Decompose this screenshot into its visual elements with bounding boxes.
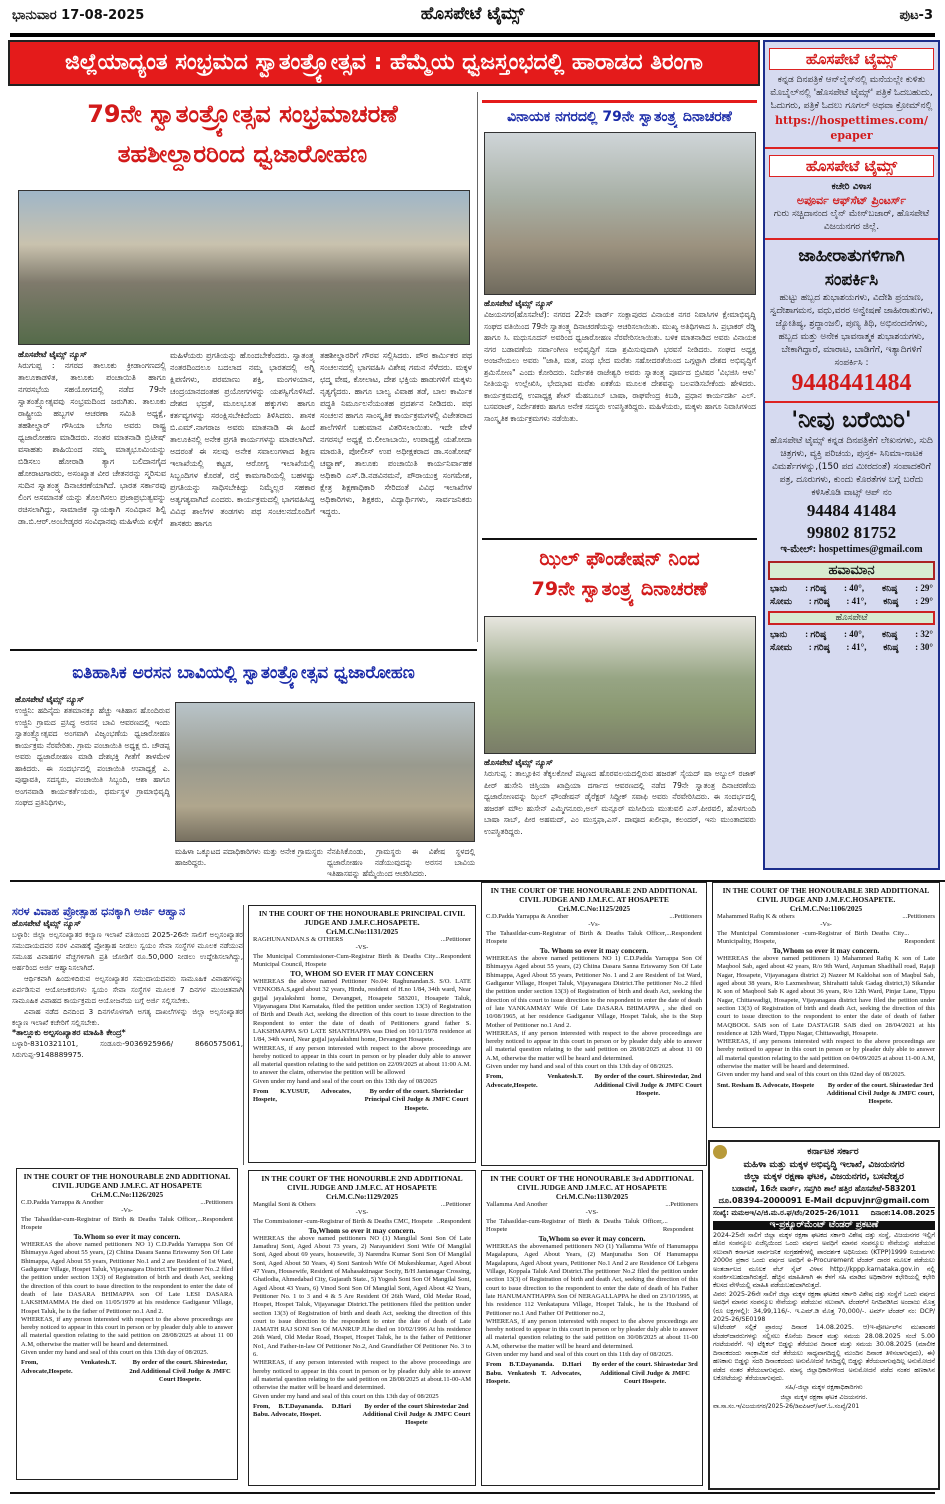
weather-max-label: : ಗರಿಷ್ಠ (808, 642, 830, 652)
notice-from: Smt. Resham B. Advocate, Hospete (717, 1081, 815, 1089)
story3-tail2 (327, 846, 475, 880)
gov-line3: ಜಿಲ್ಲಾ ಮಕ್ಕಳ ರಕ್ಷಣಾ ಘಟಕ, ವಿಜಯನಗರ, ಬಸವೇಶ್ವರ (744, 1172, 904, 1182)
weather-max: : 40°, (844, 583, 865, 593)
notice-petitioner-role: ...Petitioner (440, 936, 471, 943)
notice-case-number: Cri.M.C.No:1131/2025 (325, 927, 399, 936)
notice-petitioner: Mangilal Soni & Others (253, 1201, 316, 1208)
notice-from: From, B.T.Dayananda. D.Hari Babu. Advocate, Hospet. (253, 1402, 352, 1419)
gov-signature1: ಸಹಿ/-ಜಿಲ್ಲಾ ಮಕ್ಕಳ ರಕ್ಷಣಾಧಿಕಾರಿಗಳು (785, 1383, 863, 1392)
story5-para3: ವಿವಾಹ ನಡೆದ ದಿನದಿಂದ 3 ದಿನಗಳೊಳಗಾಗಿ ಅಗತ್ಯ ದಾಖಲೆಗಳನ್ನು ಜಿಲ್ಲಾ ಅಲ್ಪಸಂಖ್ಯಾತರ ಕಲ್ಯಾಣ ಇಲಾಖೆ ಕಚೇರಿಗೆ ಸಲ್ಲಿಸಬೇಕು. (12, 1007, 243, 1027)
notice-order: By order of the court. Shirastedar 3rd Additional Civil Judge & JMFC Court Hospete. (592, 1361, 698, 1385)
story4-text: ಸಿರುಗುಪ್ಪ : ತಾಲ್ಲೂಕಿನ ತೆಕ್ಕಲಕೋಟೆ ಪಟ್ಟಣದ ಹೊರವಲಯದಲ್ಲಿರುವ ಹಜರತ್ ಸೈಯದ್ ಷಾ ಅಬ್ದುಲ್ ರಜಾಕ್ ಪೀರ್ ಹುಸೇನಿ ಚಿಸ್ತಿಯಾ ಖಾದ್ರಿಯಾ ದರ್ಗಾದ ಆವರಣದಲ್ಲಿ ನಡೆದ 79ನೇ ಸ್ವಾತಂತ್ರ ದಿನಾಚರಣೆಯ ಧ್ವಜಾರೋಣವನ್ನು ಝಿಲ್ ಫೌಂಡೇಷನ್ ಡೈರೆಕ್ಟರ್ ಸಿದ್ದೀಕ್ ಸವಾಫಿ ಅವರು ನೆರವೇರಿಸಿದರು. ಈ ಸಂದರ್ಭದಲ್ಲಿ ಹಜರತ್ ಮೌಲ ಹುಸೇನ್ ಎಮ್ಮಿಗನೂರು,ಅಲ್ ಮನ್ಸೂರ್ ಮಸೀದಿಯ ಮುತುವಲಿ ಎಸ್.ಪೀರವಲಿ, ಹೊಳಗುಂದಿ ಬಾಷಾ ಸಾಬ್, ಪೀರ ಅಹಮದ್, ಎಂ ಮುಸ್ತಫಾ,ಎಸ್. ದಾವೂದ ಖಲೀಫಾ, ಕಲಂದರ್, ಇನು ಮುಂತಾದವರು ಉಪಸ್ಥಿತರಿದ್ದರು. (484, 769, 756, 836)
story4-headline (482, 538, 757, 612)
story2-byline: ಹೊಸಪೇಟೆ ಟೈಮ್ಸ್ ನ್ಯೂಸ್ (484, 299, 553, 308)
gov-line1: ಕರ್ನಾಟಕ ಸರ್ಕಾರ (807, 1147, 859, 1157)
write-text: ಹೊಸಪೇಟೆ ಟೈಮ್ಸ್ ಕನ್ನಡ ದಿನಪತ್ರಿಕೆಗೆ ಲೇಖನಗಳು, ಸುದಿ ಚಿತ್ರಗಳು, ವ್ಯಕ್ತಿ ಪರಿಚಯ, ಪುಸ್ತಕ- ಸಿನಿಮಾ-ನಾಟಕ ವಿಮರ್ಶೆಗಳನ್ನು,(150 ಪದ ಮೀರದಂತೆ) ಸಂಪಾದಕರಿಗೆ ಪತ್ರ, ದೂರುಗಳು, ಕುಂದು ಕೊರತೆಗಳ ಬಗ್ಗೆ ಬರೆದು ಕಳಿಸಿಕೊಡಿ ವಾಟ್ಸ್ ಆಪ್ ನಂ (770, 436, 933, 498)
story2-headline: ವಿನಾಯಕ ನಗರದಲ್ಲಿ 79ನೇ ಸ್ವಾತಂತ್ರ್ಯ ದಿನಾಚರಣೆ (482, 100, 757, 128)
weather-min: : 29° (915, 596, 933, 606)
weather-row (768, 641, 935, 654)
notice-body: WHEREAS, if any person interested with respect to the above proceedings are hereby noticed to appear in this court in person or by pleader duly able to answer all material question relating to the said petition on 28/08/2025 at about 11 00 A.M, otherwise the matter will be heard and determined. (21, 1315, 233, 1348)
notice-order: By order of the court Shirestedar 2nd Additional Civil Judge & JMFC Court Hospete (362, 1402, 471, 1427)
email-address: ಇ-ಮೇಲ್: hospettimes@gmail.com (780, 544, 923, 555)
ads-contact-label: ಸಂಪರ್ಕಿಸಿ : (834, 358, 869, 368)
sidebar-epaper (765, 42, 938, 149)
notice-petitioner: RAGHUNANDAN.S & OTHERS (253, 936, 344, 943)
story4-photo (484, 616, 756, 754)
notice-heading: IN THE COURT OF THE HONOURBLE 2ND ADDITIONAL CIVIL JUDGE AND J.M.F.C. AT HOSAPETE (261, 1174, 463, 1192)
weather-max-label: : ಗರಿಷ್ಠ (808, 596, 830, 606)
weather-day: ಭಾನು (770, 583, 788, 593)
notice-vs: -Vs- (121, 1207, 133, 1215)
story1-headline-line2: ತಹಶೀಲ್ದಾರರಿಂದ ಧ್ವಜಾರೋಹಣ (117, 140, 368, 168)
notice-body: WHEREAS the above named petitioners NO 1) C.D.Padda Yarrappa Son Of Bhimayya Aged about 55 years, (2) Chiina Dasara Sanna Eriswamy Son Of Late Bhimappa, Aged About 55 years, Petitioner No.1 and 2 are Resident of 1st Ward, Gadiganur Village, Hospet Taluk, Vijayanagara District.The petitioner No..2 filed the petition under section 13(3) of Registration of birth and death Act, seeking the direction of this court to issue direction to the respondent to enter the date of death of late DASARA BHIMAPPA son Of Late LESI DASARA LAKSHMAMMA He died on 11/05/1979 at his residence Gadiganur Village, Hospet Taluk, he is the father of Petitioner no.1 And 2. (21, 1241, 233, 1315)
weather-max-label: : ಗರಿಷ್ಠ (805, 583, 827, 593)
gov-para3: ಅ)ಟೆಂಡರ್ ಸಲ್ಲಿಕೆ ಪ್ರಾರಂಭ ದಿನಾಂಕ 14.08.2025. ಆ)ಇ-ಪೋರ್ಟಲ್‌ನ ಮುಖಾಂತರ ಟೆಂಡರ್‌ದಾರರುಗಳನ್ನು ಸಲ್ಲಿಸಲು ಕೊನೆಯ ದಿನಾಂಕ ಮತ್ತು ಸಮಯ 28.08.2025 ಸಂಜೆ 5.00 ಗಂಟೆಯವರೆಗೆ. ಇ) ಟೆಕ್ನಿಕಲ್ ಬಿಡ್ಡನ್ನು ತೆರೆಯುವ ದಿನಾಂಕ ಮತ್ತು ಸಮಯ 30.08.2025 (ಮಾಲೀಕ ದಿನಾಂಕದಂದು ಸಾಂಕ್ರಾಮಿಕ ರಜೆ ತೆರೆಯಲು ಸಾಧ್ಯವಾಗದಿದ್ದಲ್ಲಿ ಮುಂದಿನ ದಿನಾಂಕ ತಿಳಿಸಲಾಗುವುದು), ಈ) ಹಣಕಾಸು ಬಿಡ್ಡನ್ನು ಸದರಿ ದಿನಾಂಕದಂದು ಅನುಮೋದನೆ ಸಿಗದಿದ್ದಲ್ಲಿ ಬಿಡ್ಡನ್ನು ತೆರೆಯಲಾಗುವುದಿಲ್ಲ ಅನುಮೋದನೆ ಪಡೆದ ನಂತರ ತೆರೆಯಲಾಗುವುದು. ಮಾನ್ಯ ಜಿಲ್ಲಾಧಿಕಾರಿಗಳಿಂದ ಅನುಮೋದನೆ ಪಡೆದ ನಂತರ ಹಣಕಾಸಿನ ಲಕೋಟೆಯನ್ನು ತೆರೆಯಲಾಗುವುದು. (713, 1324, 935, 1382)
notice-petitioner: Mahammed Rafiq K & others (717, 913, 795, 920)
notice-body: WHEREAS, if any person interested with respect to the above proceedings are hereby noticed to appear in this court in person or by pleader duly able to answer all material question relating to the said petition on 22/09/2025 at about 11:00 A.M. to answer the claim, otherwise the petition will be allowed (253, 1044, 471, 1077)
ads-heading-1: ಜಾಹೀರಾತುಗಳಿಗಾಗಿ (798, 246, 905, 266)
story1-col2 (170, 350, 315, 640)
gov-title: ಇ-ಪ್ರಕ್ಯೂರ್‌ಮೆಂಟ್ ಟೆಂಡರ್ ಪ್ರಕಟಣೆ (713, 1221, 935, 1231)
story3-text: ಉಜ್ಜಿನಿ: ಹದಿನೈದು ಶತಮಾನಕ್ಕೂ ಹೆಚ್ಚು ಇತಿಹಾಸ ಹೊಂದಿರುವ ಉಜ್ಜಿನಿ ಗ್ರಾಮದ ಪ್ರಸಿದ್ಧ ಅರಸನ ಬಾವಿ ಆವರಣದಲ್ಲಿ ಇಂದು ಸ್ವಾತಂತ್ರ್ಯೋತ್ಸವದ ಅಂಗವಾಗಿ ವಿಜೃಂಭಣೆಯ ಧ್ವಜಾರೋಹಣ ಕಾರ್ಯಕ್ರಮ ನೆರವೇರಿತು. ಗ್ರಾಮ ಪಂಚಾಯಿತಿ ಅಧ್ಯಕ್ಷ ಬಿ. ಚೌಡಪ್ಪ ಅವರು ಧ್ವಜಾರೋಹಣ ಮಾಡಿ ದೇಶಭಕ್ತಿ ಗೀತೆಗೆ ತಾಳಮೇಳ ಹಾಕಿದರು. ಈ ಸಂದರ್ಭದಲ್ಲಿ ಪಂಚಾಯಿತಿ ಉಪಾಧ್ಯಕ್ಷೆ ಎ. ಪುಷ್ಪಾವತಿ, ಸದಸ್ಯರು, ಪಂಚಾಯಿತಿ ಸಿಬ್ಬಂದಿ, ಆಶಾ ಹಾಗೂ ಅಂಗನವಾಡಿ ಕಾರ್ಯಕರ್ತೆಯರು, ಧರ್ಮಸ್ಥಳ ಗ್ರಾಮಾಭಿವೃದ್ಧಿ ಸಂಘದ ಪ್ರತಿನಿಧಿಗಳು, (15, 706, 170, 807)
notice-respondent-role: ..Respondent (437, 1217, 471, 1225)
notice-body: WHEREAS the above named petitioners NO 1) C.D.Padda Yarrappa Son Of Bhimayya Aged about 55 years, (2) Chiina Dasara Sanna Eriswamy Son Of Late Bhimappa, Aged About 55 years, Petitioner No. 1 and 2 are Resident of 1st Ward, Gadiganur Village, Hospet Taluk, Vijayanagara District.The petitioner No..2 filed the petition under section 13(3) of Registration of birth and death Act, seeking the direction of this court to issue direction to the respondent to enter the date of death of late YANKAMMAY Wife Of Late DASARA BHIMAPPA , she died on 10/08/1965, at her residence Gadiganur Village, Hospet Taluk, she is the Step Mother of Petitioner no.1 And 2. (486, 955, 702, 1029)
weather-min: : 30° (915, 642, 933, 652)
notice-from: From K.YUSUF, Advocates, Hospete, (253, 1088, 352, 1104)
story1-text-col3: ತಹಶೀಲ್ದಾರರಿಗೆ ಗೌರವ ಸಲ್ಲಿಸಿದರು. ಪೌರ ಕಾರ್ಮಿಕರ ಪಥ ಸಂಚಲನದಲ್ಲಿ ಭಾಗವಹಿಸಿ ವಿಶೇಷ ಗಮನ ಸೆಳೆದರು. ಮಕ್ಕಳ ಛದ್ಮ ವೇಷ, ಕೋಲಾಟ, ದೇಶ ಭಕ್ತಿಯ ಹಾಡುಗಳಿಗೆ ಮಕ್ಕಳು ನೃತ್ಯಗೈದರು. ಹಾಗೂ ಬಾಲ್ಯ ವಿವಾಹ ತಡೆ, ಬಾಲ ಕಾರ್ಮಿಕ ಪದ್ಧತಿ ನಿರ್ಮೂಲನೆಯಂತಹ ಪ್ರದರ್ಶನ ನೀಡಿದರು. ಪಥ ಸಂಚಲನ ಹಾಗೂ ಸಾಂಸ್ಕೃತಿಕ ಕಾರ್ಯಕ್ರಮಗಳಲ್ಲಿ ವಿಜೇತರಾದ ಶಾಲೆಗಳಿಗೆ ಬಹುಮಾನ ವಿತರಿಸಲಾಯಿತು. ಇದೇ ವೇಳೆ ನಗರಸಭೆ ಅಧ್ಯಕ್ಷೆ ಬಿ.ಲೀಲಾಬಾಯಿ, ಉಪಾಧ್ಯಕ್ಷೆ ಯಶೋದಾ ಮಾರುತಿ, ಪೋಲೀಸ್ ಉಪ ಅಧೀಕ್ಷಕರಾದ ಡಾ.ಸಂತೋಷ್ ಚವ್ಹಾಣ್, ತಾಲೂಕು ಪಂಚಾಯಿತಿ ಕಾರ್ಯನಿರ್ವಾಹಕ ಅಧಿಕಾರಿ ಎಸ್.ಡಿ.ನಡವಿನಮನೆ, ಪೌರಾಯುಕ್ತ ಸಂಗಮೇಶ, ಕ್ಷೇತ್ರ ಶಿಕ್ಷಣಾಧಿಕಾರಿ ಸೇರಿದಂತೆ ವಿವಿಧ ಇಲಾಖೆಗಳ ಅಧಿಕಾರಿಗಳು, ಶಿಕ್ಷಕರು, ವಿದ್ಯಾರ್ಥಿಗಳು, ಸಾರ್ವಜನಿಕರು ಇದ್ದರು. (320, 351, 472, 516)
gov-ref-row (713, 1207, 935, 1219)
court-notice (248, 905, 476, 1163)
office-label: ಕಚೇರಿ ವಿಳಾಸ (831, 182, 872, 192)
sidebar-brand-2: ಹೊಸಪೇಟೆ ಟೈಮ್ಸ್ (769, 155, 934, 177)
weather-min-label: ಕನಿಷ್ಠ (882, 629, 898, 639)
notice-petitioner-role: ...Petitioners (665, 1201, 698, 1208)
notice-respondent: The Tahasildar-cum-Registrar of Birth & Deaths Taluk Officer, Hospete (486, 929, 667, 945)
newspaper-title: ಹೊಸಪೇಟೆ ಟೈಮ್ಸ್ (420, 4, 525, 24)
notice-respondent-role: ... Respondent (904, 929, 935, 945)
notice-heading: IN THE COURT OF THE HONOURABLE PRINCIPAL CIVIL JUDGE AND J.M.F.C.HOSAPETE. (258, 909, 466, 927)
story1-text-col1: ಸಿರುಗುಪ್ಪ : ನಗರದ ತಾಲೂಕು ಕ್ರೀಡಾಂಗಣದಲ್ಲಿ ತಾಲೂಕಾಡಳಿತ, ತಾಲೂಕು ಪಂಚಾಯಿತಿ ಹಾಗೂ ನಗರಸಭೆಯ ಸಹಯೋಗದಲ್ಲಿ ನಡೆದ 79ನೇ ಸ್ವಾತಂತ್ರ್ಯೋತ್ಸವವು ಸಂಭ್ರಮದಿಂದ ಜರುಗಿತು. ತಾಲೂಕು ರಾಷ್ಟ್ರೀಯ ಹಬ್ಬಗಳ ಆಚರಣಾ ಸಮಿತಿ ಅಧ್ಯಕ್ಷೆ, ತಹಶೀಲ್ದಾರ್ ಗೌಸಿಯಾ ಬೇಗಂ ಅವರು ರಾಷ್ಟ್ರ ಧ್ವಜಾರೋಹಣ ಮಾಡಿದರು. ನಂತರ ಮಾತನಾಡಿ ಬ್ರಿಟೀಷ್ ವಸಾಹತು ಶಾಹಿಯಿಂದ ನಮ್ಮ ಮಾತೃಭೂಮಿಯನ್ನು ಬಿಡಿಸಲು ಹೋರಾಡಿ ತ್ಯಾಗ ಬಲಿದಾನಗೈದ ಹೋರಾಟಗಾರರು, ಅಸಂಖ್ಯಾತ ವೀರ ಚೇತನರನ್ನು ಸ್ಮರಿಸುವ ಸುದಿನ ಸ್ವಾತಂತ್ರ್ಯ ದಿನಾಚರಣೆಯಾಗಿದೆ. ಭಾರತ ಸರ್ಕಾರವು ಲಿಂಗ ಅಸಮಾನತೆ ಯನ್ನು ತೊಲಗಿಸಲು ಪ್ರಜಾಪ್ರಭುತ್ವವನ್ನು ರಚಿಸಲಾಗಿದ್ದು, ಸಾಮಾಜಿಕ ನ್ಯಾಯಕ್ಕಾಗಿ ಸಂವಿಧಾನ ಶಿಲ್ಪಿ ಡಾ.ಬಿ.ಆರ್.ಅಂಬೇಡ್ಕರರ ಸಂವಿಧಾನವು ಮಹಿಳೆಯ ಏಳ್ಗೆಗೆ (18, 361, 166, 526)
story1-headline-line1: 79ನೇ ಸ್ವಾತಂತ್ರ್ಯೋತ್ಸವ ಸಂಭ್ರಮಾಚರಣೆ (87, 100, 398, 128)
court-notice (248, 1170, 476, 1486)
weather-heading: ಹವಾಮಾನ (768, 561, 935, 580)
epaper-link-line2[interactable]: epaper (830, 129, 873, 142)
story5-byline: ಹೊಸಪೇಟೆ ಟೈಮ್ಸ್ ನ್ಯೂಸ್ (12, 919, 81, 928)
notice-concern: TO, WHOM SO EVER IT MAY CONCERN (290, 969, 434, 979)
notice-order: By order of the court. Shirestedar, 2nd Additional Civil Judge & JMFC Court Hospete. (129, 1359, 231, 1383)
notice-concern: To.Whom so ever it may concern. (73, 1232, 181, 1242)
notice-respondent: The Municipal Commissioner -cum-Registrar of Birth Deaths City Municipality, Hospete, (717, 929, 905, 945)
notice-respondent: The Commissioner -cum-Registrar of Birth & Deaths CMC, Hospete (253, 1217, 433, 1225)
emblem-icon (713, 1145, 727, 1159)
weather-max: : 41°, (846, 596, 867, 606)
notice-respondent-role: ...Respondent (435, 952, 471, 960)
gov-ref: ಸಂಖ್ಯೆ: ಮಮಅಇ/ವಿ/ಜಿ.ಮ.ರ.ಘ/ಟೆಂ/2025-26/1011 (713, 1209, 860, 1217)
gov-contact: ದೂ.08394-2000091 E-Mail dcpuvjnr@gmail.com (718, 1196, 930, 1205)
notice-body: WHEREAS the above named petitioners NO (1) Mangilal Soni Son Of Late Jamathraj Soni, Aged About 73 years, 2) Narayanidevi Soni Wife Of Mangilal Soni, Aged about 69 years, housewife, 3) Narendra Kumar Soni Son Of Mangilal Soni, Aged About 50 Years, 4) Soni Santosh Wife Of Mukeshkumar, Aged About 47 Years, Housewife, Resident of Mahasaktinagar Socity, B/H Jantanagar Crossing, Ghatlodia, Ahmedabad City, Gujarath State., 5) Yogesh Soni Son Of Mangilal Soni, Aged About 43 Years, 6) Vinod Soni Son Of Mangilal Soni, Aged About 42 Years, Petitioner No. 1 to 3 and 4 & 5 Are Resident Of 26th Ward, Old Medar Road, Hospet, Hospet Taluk, Vijayanagar District.The petitioners filed the petition under section 13(3) of Registration of birth and death Act, seeking the direction of this court to issue direction to the respondent to enter the date of death of Late JAMATH RAJ SONI Son Of MANRUP JI.he died on 10/02/1996 At his residence 26th Ward, Old Medar Road, Hospet, Hospet Taluk, he is the father of Petitioner No1, And Father-in-law Of Petitioner No.2, And Grandfather Of Petitioner No. 3 to 6. (253, 1234, 471, 1359)
notice-vs: -Vs- (588, 921, 600, 929)
notice-respondent-role: ... Respondent (662, 1217, 694, 1233)
notice-given: Given under my hand and seal of this court on this 13th day of 08/2025. (486, 1063, 674, 1071)
story1-photo (18, 190, 470, 345)
story5-headline: ಸರಳ ವಿವಾಹ ಪ್ರೋತ್ಸಾಹ ಧನಕ್ಕಾಗಿ ಅರ್ಜಿ ಆಹ್ವಾನ (12, 905, 186, 918)
notice-vs: -VS- (355, 1209, 369, 1217)
court-notice (481, 882, 707, 1166)
weather-row (768, 628, 935, 641)
notice-case-number: Cri.M.C.No:1130/2025 (555, 1192, 629, 1201)
notice-given: Given under my hand and seal of this court on this 13th day of 08/2025 (253, 1392, 439, 1400)
court-notice (712, 882, 940, 1128)
sidebar-brand: ಹೊಸಪೇಟೆ ಟೈಮ್ಸ್ (769, 48, 934, 70)
court-notice (481, 1170, 703, 1486)
notice-body: WHEREAS, if any person interested with respect to the above proceedings are hereby noticed to appear in this court in person or by pleader duly able to answer all material question relating to the said petition on 28/08/2025 at about.11-00-AM otherwise the matter will be heard and determined. (253, 1359, 471, 1392)
masthead (0, 0, 945, 34)
notice-given: Given under my hand and seal of the court on this 13th day of 08/2025 (253, 1077, 438, 1085)
gov-para2: ವಿವರ: 2025-26ನೇ ಸಾಲಿಗೆ ಜಿಲ್ಲಾ ಮಕ್ಕಳ ರಕ್ಷಣಾ ಘಟಕದ ಸರ್ಕಾರಿ ವಿಶೇಷ ದತ್ತು ಸಂಸ್ಥೆಗೆ ಒಂದು ವರ್ಷದ ಅವಧಿಗೆ ಮಾನವ ಸಂಪನ್ಮೂಲ ಸೇವೆಯನ್ನು ಪಡೆಯುವ ಸಲುವಾಗಿ. ಟೆಂಡರ್‌ಗೆ ನಿಗದಿಪಡಿಸಿದ ಅಂದಾಜು ಮೊತ್ತ (ರೂ ಲಕ್ಷಗಳಲ್ಲಿ): 34,99,116/-. ಇ.ಎಮ್.ಡಿ ಮೊತ್ತ 70,000/-. ಟರ್ಮ್ ಟೆಂಡರ್ ನಂ: DCP/ 2025-26/SE0198 (713, 1290, 935, 1324)
notice-from: From, Venkatesh.T. Advocate,Hospete. (21, 1359, 117, 1375)
story3-article (15, 695, 170, 880)
story4-headline-line1: ಝಿಲ್ ಫೌಂಡೇಷನ್ ನಿಂದ (539, 548, 700, 570)
story1-col1 (18, 350, 166, 640)
weather-min: : 29° (915, 583, 933, 593)
masthead-rule (10, 33, 935, 37)
story4-article (484, 758, 756, 873)
bottom-rule (10, 1492, 935, 1494)
story5-article (12, 905, 244, 1165)
weather-min-label: ಕನಿಷ್ಠ (883, 642, 899, 652)
notice-case-number: Cri.M.C.No:1125/2025 (557, 904, 631, 913)
weather-day: ಸೋಮ (770, 596, 793, 606)
notice-given: Given under my hand and seal of this court on this 11th day of 08/2025. (486, 1351, 673, 1359)
notice-vs: -VS- (355, 944, 369, 952)
divider (10, 649, 477, 651)
notice-order: By order of the court. Shirastedar 3rd Additional Civil Judge & JMFC court, Hospete. (826, 1081, 935, 1106)
weather-max-label: : ಗರಿಷ್ಠ (805, 629, 827, 639)
court-notice (16, 1168, 238, 1480)
notice-heading: IN THE COURT OF THE HONOURABLE 3RD ADDITIONAL CIVIL JUDGE AND J.M.F.C.HOSAPETE. (722, 886, 930, 904)
sidebar-office (765, 149, 938, 240)
weather-row (768, 582, 935, 595)
notice-respondent: The Municipal Commissioner-Cum-Registrar Birth & Deaths City Municipal Council, Hospete (253, 952, 436, 968)
page-number: ಪುಟ-3 (899, 8, 933, 23)
notice-concern: To,Whom so ever it may concern. (772, 946, 880, 956)
story2-text: ವಿಜಯನಗರ(ಹೊಸಪೇಟೆ): ನಗರದ 22ನೇ ವಾರ್ಡ್ ಸಂಕ್ಲಾಪುರದ ವಿನಾಯಕ ನಗರ ನಿವಾಸಿಗಳ ಕ್ಷೇಮಾಭಿವೃದ್ಧಿ ಸಂಘದ ವತಿಯಿಂದ 79ನೇ ಸ್ವಾತಂತ್ರ್ಯ ದಿನಾಚರಣೆಯನ್ನು ಆಚರಿಸಲಾಯಿತು. ಮುಖ್ಯ ಅತಿಥಿಗಳಾದ ಸಿ. ಪ್ರಭಾಕರ್ ರೆಡ್ಡಿ ಹಾಗೂ ಸಿ. ಮಧುಸೂದನ್ ಅವರಿಂದ ಧ್ವಜಾರೋಹಣ ನೆರವೇರಿಸಲಾಯಿತು. ಬಳಿಕ ಮಾತನಾಡಿದ ಅವರು ವಿನಾಯಕ ನಗರ ಬಡಾವಣೆಯ ಸರ್ವಾಂಗೀಣ ಅಭಿವೃದ್ಧಿಗೆ ಸದಾ ಶ್ರಮಿಸುವುದಾಗಿ ಭರವಸೆ ನೀಡಿದರು. ಸಂಘದ ಅಧ್ಯಕ್ಷ ಅಂಜನೇಯಲು ಅವರು "ಜಾತಿ, ಮತ, ಪಂಥ ಭೇದ ಮರೆತು ಸಹೋದರತೆಯಿಂದ ಒಗ್ಗಟ್ಟಾಗಿ ದೇಶದ ಅಭಿವೃದ್ಧಿಗೆ ಶ್ರಮಿಸೋಣ" ಎಂದು ಕೋರಿದರು. ನಿರ್ದೇಶಕಿ ರಾಜೇಶ್ವರಿ ಅವರು ಸ್ವಾತಂತ್ರ್ಯ ಪೂರ್ವದ ಬ್ರಿಟಿಷರ 'ವಿಭಜಿಸಿ ಆಳು' ನೀತಿಯನ್ನು ಉಲ್ಲೇಖಿಸಿ, ಭೇದಭಾವ ಮರೆತು ಏಕತೆಯ ಮೂಲಕ ದೇಶವನ್ನು ಬಲಪಡಿಸಬೇಕೆಂದು ಹೇಳಿದರು. ಕಾರ್ಯಕ್ರಮದಲ್ಲಿ ಉಪಾಧ್ಯಕ್ಷ ಶೇಖ್ ಮೆಹಬೂಬ್ ಬಾಷಾ, ರಾಘವೇಂದ್ರ ಕಿಬಡಿ, ಪ್ರಧಾನ ಕಾರ್ಯದರ್ಶಿ ಎಲ್. ಬಸವರಾಜ್, ನಿರ್ದೇಶಕರು ಹಾಗೂ ಅನೇಕ ಸದಸ್ಯರು ಉಪಸ್ಥಿತರಿದ್ದರು. ಮಹಿಳೆಯರು, ಮಕ್ಕಳು ಹಾಗೂ ನಿವಾಸಿಗಳಿಂದ ಸಾಂಸ್ಕೃತಿಕ ಕಾರ್ಯಕ್ರಮಗಳು ನಡೆಯಿತು. (484, 310, 756, 423)
notice-heading: IN THE COURT OF THE HONOURABLE 3rd ADDITIONAL CIVIL JUDGE AND J.M.F.C. AT HOSAPETE (490, 1174, 694, 1192)
weather-max: : 41°, (846, 642, 867, 652)
notice-body: WHEREAS the abovenamed petitioners NO (1) Yallamma Wife of Hanumappa Magalapura, Aged About Years, (2) Manjunatha Son Of Hanumappa Magalapura, Aged About years, Petitioner No.1 And 2 are Residence Of Lebgera Village, Koppala Taluk And District.The petitioner No.2 filed the petition under section 13(3) of Registration of birth and death Act, seeking the direction of this court to issue direction to the respondent to enter the date of death of his Father late HANUMANTHAPPA Son Of NERAGALLAPPA he died on 23/10/1995, at his residence 112 Venkatapura Village, Hospet Taluk., he is the Husband of Petitioner no.1 And Father Of Petitioner no.2, (486, 1243, 698, 1317)
notice-concern: To,Whom so ever it may concern. (538, 1234, 646, 1244)
write-phone-2: 99802 81752 (806, 523, 897, 542)
weather-subheading: ಹೊಸಪೇಟೆ (768, 611, 935, 625)
story3-photo (175, 702, 475, 842)
gov-header (713, 1145, 935, 1159)
weather-day: ಸೋಮ (770, 642, 793, 652)
weather-min-label: ಕನಿಷ್ಠ (883, 596, 899, 606)
write-phone-1: 94484 41484 (806, 501, 897, 520)
weather-min: : 32° (915, 629, 933, 639)
story2-photo (484, 132, 756, 295)
notice-order: By order of the court. Sheristedar Principal Civil Judge & JMFC Court Hospete. (364, 1088, 469, 1112)
notice-concern: To,Whom so ever it may concern. (308, 1225, 416, 1235)
notice-petitioner: C.D.Padda Yarrappa & Another (21, 1199, 104, 1206)
story5-info: ಬಳ್ಳಾರಿ-8310321101, ಸಂಡೂರು-9036925966/ 8660575061, ಸಿರುಗುಪ್ಪ-9148889975. (12, 1039, 243, 1059)
gov-line2: ಮಹಿಳಾ ಮತ್ತು ಮಕ್ಕಳ ಅಭಿವೃದ್ಧಿ ಇಲಾಖೆ, ವಿಜಯನಗರ (743, 1160, 905, 1170)
write-heading: 'ನೀವು ಬರೆಯಿರಿ' (791, 408, 912, 433)
ads-text: ಹುಟ್ಟು ಹಬ್ಬದ ಶುಭಾಶಯಗಳು, ವಿದೇಶಿ ಪ್ರಯಾಣ, ಸ್ವದೇಶಾಗಮನ, ವಧು,ವರರ ಅನ್ವೇಷಣೆ ಜಾಹೀರಾತುಗಳು, ಜ್ಯೋತಿಷ್ಯ, ಶ್ರದ್ಧಾಂಜಲಿ, ಪುಣ್ಯ ತಿಥಿ, ಅಭಿನಂದನೆಗಳು, ಹಬ್ಬದ ಮತ್ತು ಅನೇಕ ಭಾವನಾತ್ಮಕ ಶುಭಾಶಯಗಳು, ಬೇಕಾಗಿದ್ದಾರೆ, ಮಾರಾಟ, ಬಾಡಿಗೆಗೆ, ಇತ್ಯಾದಿಗಳಿಗೆ (770, 293, 933, 355)
notice-concern: To. Whom so ever it may concern. (539, 946, 649, 956)
story3-tail1-text: ಮಹಿಳಾ ಒಕ್ಕೂಟದ ಪದಾಧಿಕಾರಿಗಳು ಮತ್ತು ಅನೇಕ ಗ್ರಾಮಸ್ಥರು ಹಾಜರಿದ್ದರು. (175, 847, 323, 867)
notice-case-number: Cri.M.C.No:1106/2025 (789, 904, 863, 913)
story3-headline: ಐತಿಹಾಸಿಕ ಅರಸನ ಬಾವಿಯಲ್ಲಿ ಸ್ವಾತಂತ್ರ್ಯೋತ್ಸವ ಧ್ವಜಾರೋಹಣ (72, 663, 415, 683)
sidebar-ads (765, 240, 938, 403)
story3-tail1 (175, 846, 323, 880)
story4-headline-line2: 79ನೇ ಸ್ವಾತಂತ್ರ್ಯ ದಿನಾಚರಣೆ (531, 578, 708, 600)
government-tender-notice (708, 1140, 940, 1490)
gov-date: ದಿನಾಂಕ:14.08.2025 (870, 1209, 935, 1217)
story1-text-col2: ಮಹಿಳೆಯರು ಪ್ರಗತಿಯನ್ನು ಹೊಂದಬೇಕೆಂದರು. ಸ್ವಾತಂತ್ರ್ಯ ನಂತರದಿಂದಲೂ ಬದಲಾದ ನಮ್ಮ ಭಾರತದಲ್ಲಿ ಅಗ್ನಿ ಕ್ಷಿಪಣಿಗಳು, ಪರಮಾಣು ಶಕ್ತಿ, ಮಂಗಳಯಾನ, ಚಂದ್ರಯಾನದಂತಹ ಪ್ರಯೋಗಗಳನ್ನು ಯಶಸ್ವಿಗೊಳಿಸಿದೆ. ದೇಶದ ಭದ್ರತೆ, ಮೂಲಭೂತ ಹಕ್ಕುಗಳು ಹಾಗೂ ಕರ್ತವ್ಯಗಳನ್ನು ಸರಂಕ್ಷಿಸಬೇಕಿದೆಂದು ತಿಳಿಸಿದರು. ಶಾಸಕ ಬಿ.ಎಮ್.ನಾಗರಾಜ ಅವರು ಮಾತನಾಡಿ ಈ ಹಿಂದೆ ತಾಲೂಕಿನಲ್ಲಿ ಅನೇಕ ಪ್ರಗತಿ ಕಾರ್ಯಗಳನ್ನು ಮಾಡಲಾಗಿದೆ. ಅದರಂತೆ ಈ ಸಲವು ಅನೇಕ ಸವಾಲುಗಳಾದ ಶಿಕ್ಷಣ ಇಲಾಖೆಯಲ್ಲಿ ಕಟ್ಟಡ, ಆರೋಗ್ಯ ಇಲಾಖೆಯಲ್ಲಿ ಸಿಬ್ಬಂದಿಗಳ ಕೊರತೆ, ರಸ್ತೆ ಕಾಮಗಾರಿಯಲ್ಲಿ ಬಹಳಷ್ಟು ಪ್ರಗತಿಯನ್ನು ಸಾಧಿಸಬೇಕಿದ್ದು ನಿಮ್ಮೆಲ್ಲರ ಸಹಕಾರ ಅತ್ಯಗತ್ಯವಾಗಿದೆ ಎಂದರು. ಕಾರ್ಯಕ್ರಮದಲ್ಲಿ ಭಾಗವಹಿಸಿದ್ದ ವಿವಿಧ ಶಾಲೆಗಳ ತಂಡಗಳು ಪಥ ಸಂಚಲನದೊಂದಿಗೆ ಶಾಸಕರು ಹಾಗೂ (170, 351, 315, 528)
notice-petitioner-role: ...Petitioners (200, 1199, 233, 1206)
notice-petitioner-role: ...Petitioner (440, 1201, 471, 1208)
weather-day: ಭಾನು (770, 629, 788, 639)
ads-heading-2: ಸಂಪರ್ಕಿಸಿ (824, 270, 879, 290)
notice-respondent-role: ...Respondent (197, 1215, 233, 1223)
notice-petitioner-role: ...Petitioners (902, 913, 935, 920)
weather-min-label: ಕನಿಷ್ಠ (882, 583, 898, 593)
issue-date: ಭಾನುವಾರ 17-08-2025 (12, 8, 145, 23)
printer-name: ಅಪೂರ್ವ ಆಫ್‌ಸೆಟ್ ಪ್ರಿಂಟರ್ಸ್ (796, 194, 907, 207)
notice-given: Given under my hand and seal of this court on this 13th day of 08/2025. (21, 1349, 209, 1357)
gov-para1: 2024-25ನೇ ಸಾಲಿಗೆ ಜಿಲ್ಲಾ ಮಕ್ಕಳ ರಕ್ಷಣಾ ಘಟಕದ ಸರ್ಕಾರಿ ವಿಶೇಷ ದತ್ತು ಸಂಸ್ಥೆ, ವಿಜಯನಗರ ಇಲ್ಲಿಗೆ ಹೊರ ಸಂಪನ್ಮೂಲ ಏಜೆನ್ಸಿಯಿಂದ ಒಂದು ವರ್ಷದ ಅವಧಿಗೆ ಮಾನವ ಸಂಪನ್ಮೂಲ ಸೇವೆಯನ್ನು ಪಡೆಯುವ ಸಲುವಾಗಿ ಕರ್ನಾಟಕ ಸಾರ್ವಜನಿಕ ಸಂಗ್ರಹಣೆಗಳಲ್ಲಿ ಪಾರದರ್ಶಕ ಅಧಿನಿಯಮ (KTPP)1999 ನಿಯಮಗಳು 2000ರ ಪ್ರಕಾರ ಒಂದು ವರ್ಷದ ಅವಧಿಗೆ e-Procurement ಟೆಂಡರ್ ದಾರರ ಮೂಲಕ ಪಡೆಯಲು ಅಂತರ್ಜಾಲದ ಮೂಲಕ ವೆಬ್ ಸೈಟ್ ವಿಳಾಸ http://kppp.karnataka.gov.in ನಲ್ಲಿ ಸಂಪರ್ಕಿಸಬಹುದಾಗಿರುತ್ತದೆ. ಹೆಚ್ಚಿನ ಮಾಹಿತಿಗಾಗಿ ಈ ಕೆಳಗೆ ಸಹಿ ಮಾಡಿದ ಅಧಿಕಾರಿಗಳ ಕಛೇರಿಯಲ್ಲಿ ಕಛೇರಿ ಕೆಲಸದ ವೇಳೆಯಲ್ಲಿ ಮಾಹಿತಿ ಪಡೆಯಬಹುದಾಗಿರುತ್ತದೆ. (713, 1232, 935, 1290)
column-divider (477, 92, 478, 642)
story3-tail2-text: ನೆನಪಿಸಿಕೊಂಡು, ಗ್ರಾಮಸ್ಥರು ಈ ವಿಶೇಷ ಸ್ಥಳದಲ್ಲಿ ಧ್ವಜಾರೋಹಣ ನಡೆಯುವುದನ್ನು ಅರಸನ ಬಾವಿಯ ಇತಿಹಾಸವನ್ನು ಹೆಮ್ಮೆಯಿಂದ ಆಚರಿಸಿದರು. (327, 847, 475, 878)
notice-vs: -Vs- (820, 921, 832, 929)
weather-max: : 40°, (844, 629, 865, 639)
notice-from: From B.T.Dayananda. D.Hari Babu. Venkatesh T. Advocates, Hospete. (486, 1361, 582, 1385)
notice-case-number: Cri.M.C.No:1126/2025 (90, 1190, 164, 1199)
notice-petitioner: Yallamma And Another (486, 1201, 548, 1208)
sidebar (763, 40, 940, 870)
story5-para1: ಬಳ್ಳಾರಿ: ಜಿಲ್ಲಾ ಅಲ್ಪಸಂಖ್ಯಾತರ ಕಲ್ಯಾಣ ಇಲಾಖೆ ವತಿಯಿಂದ 2025-26ನೇ ಸಾಲಿಗೆ ಅಲ್ಪಸಂಖ್ಯಾತರ ಸಮುದಾಯದವರ ಸರಳ ವಿವಾಹಕ್ಕೆ ಪ್ರೋತ್ಸಾಹ ನೀಡಲು ಸ್ವಯಂ ಸೇವಾ ಸಂಸ್ಥೆಗಳ ಮೂಲಕ ನಡೆಯುವ ಸಮೂಹ ವಿವಾಹಗಳ ವೆಚ್ಚಗಳಿಗಾಗಿ ಪ್ರತಿ ಜೋಡಿಗೆ ರೂ.50,000 ನೀಡಲು ಉದ್ದೇಶಿಸಲಾಗಿದ್ದು, ಅರ್ಹರಿಂದ ಅರ್ಜಿ ಆಹ್ವಾನಿಸಲಾಗಿದೆ. (12, 930, 243, 972)
notice-body: WHEREAS, if any persons interested with respect to the above proceedings are hereby noticed to appear in this court in person or by pleader duly able to answer all material question relating to the said petition on 04/09/2025 at about 11-00 A.M, otherwise the matter will be heard and determined. (717, 1038, 935, 1071)
story4-byline: ಹೊಸಪೇಟೆ ಟೈಮ್ಸ್ ನ್ಯೂಸ್ (484, 758, 553, 767)
notice-respondent-role: ...Respondent (666, 929, 702, 937)
notice-order: By order of the court. Shirestedar, 2nd Additional Civil Judge & JMFC Court Hospete. (594, 1073, 702, 1097)
notice-respondent: The Tahasildar-cum-Registrar of Birth & Deaths Taluk Officer, Hospete (486, 1217, 663, 1233)
story3-byline: ಹೊಸಪೇಟೆ ಟೈಮ್ಸ್ ನ್ಯೂಸ್ (15, 695, 84, 704)
notice-body: WHEREAS, if any person interested with respect to the above proceedings are hereby noticed to appear in this court in person or by pleader duly able to answer all material question relating to the said petition on 28/08/2025 at about 11 00 A.M, otherwise the matter will be heard and determined. (486, 1029, 702, 1062)
weather-row (768, 595, 935, 608)
notice-body: WHEREAS the above named Petitioner No.04: Raghunandan.S. S/O. LATE VENKOBA.S,aged about 32 years, Hindu, resident of H.no 1/84, 34th ward, Near gujjal jayalakshmi home, Devangpet, Hosapete 583201, Hosapete Taluk, Vijayanagara Dist Karnataka, filed the petition under section 13(3) of Registration of Birth and Death Act, seeking the direction of this court to issue direction to the Respondent to enter the date of death of Petitioners grand father S. LAKSHMAPPA S/O LATE SHANTHAPPA was Died on 10/11/1978 residence at 1/84, 34th ward, Near gujjal jayalakshmi home, Devangpet Hosapete. (253, 978, 471, 1044)
office-address: ಗುರು ಸಚ್ಚಿದಾನಂದ ಲೈನ್ ಮೇನ್‌ಬಜಾರ್, ಹೊಸಪೇಟೆ ವಿಜಯನಗರ ಜಿಲ್ಲೆ. (773, 209, 930, 232)
gov-footer: ವಾ.ಸಾ.ಸಂ.ಇ/ವಿಜಯನಗರ/2025-26/ಡಿಐಪಿಆರ್/ಆರ್.ಓ.ಸಂಖ್ಯೆ/201 (713, 1403, 860, 1411)
story1-byline: ಹೊಸಪೇಟೆ ಟೈಮ್ಸ್ ನ್ಯೂಸ್ (18, 350, 87, 359)
gov-line4: ಬಡಾವಣೆ, 16ನೇ ವಾರ್ಡ್, ಸಪ್ತಗಿರಿ ಶಾಲೆ ಹತ್ತಿರ ಹೊಸಪೇಟೆ-583201 (731, 1184, 917, 1193)
notice-petitioner-role: ...Petitioners (669, 913, 702, 920)
notice-given: Given under my hand and seal of this court on this 02nd day of 08/2025. (717, 1071, 906, 1079)
notice-petitioner: C.D.Padda Yarrappa & Another (486, 913, 569, 920)
story5-para2: ಆರ್ಥಿಕವಾಗಿ ಹಿಂದುಳಿದಿರುವ ಅಲ್ಪಸಂಖ್ಯಾತರ ಸಮುದಾಯದವರು ಸಾಮೂಹಿಕ ವಿವಾಹಗಳನ್ನು ಏರ್ಪಡಿಸುವ ಆಯೋಜಕರುಗಳು ಸ್ವಯಂ ಸೇವಾ ಸಂಸ್ಥೆಗಳ ಮೂಲಕ 7 ದಿನಗಳ ಮುಂಚಿತವಾಗಿ ಸಾಮೂಹಿಕ ವಿವಾಹದ ಕಾರ್ಯಕ್ರಮದ ಆಯೋಜನೆಯ ಬಗ್ಗೆ ಅರ್ಜಿ ಸಲ್ಲಿಸಬೇಕು. (12, 974, 243, 1005)
notice-from: From, Venkatesh.T. Advocate,Hospete. (486, 1073, 584, 1089)
banner-headline: ಜಿಲ್ಲೆಯಾದ್ಯಂತ ಸಂಭ್ರಮದ ಸ್ವಾತಂತ್ರ್ಯೋತ್ಸವ : ಹೆಮ್ಮೆಯ ಧ್ವಜಸ್ತಂಭದಲ್ಲಿ ಹಾರಾಡದ ತಿರಂಗಾ (8, 40, 760, 86)
sidebar-write (765, 403, 938, 559)
epaper-link-line1[interactable]: https://hospettimes.com/ (774, 114, 929, 127)
epaper-link[interactable] (769, 113, 934, 143)
weather-box (765, 561, 938, 654)
notice-heading: IN THE COURT OF THE HONOURABLE 2ND ADDITIONAL CIVIL JUDGE AND J.M.F.C. AT HOSAPETE (23, 1172, 231, 1190)
notice-case-number: Cri.M.C.No:1129/2025 (325, 1192, 399, 1201)
ads-phone: 9448441484 (791, 370, 912, 396)
epaper-text: ಕನ್ನಡ ದಿನಪತ್ರಿಕೆ ಆನ್‌ಲೈನ್‌ನಲ್ಲಿ ಮನೆಯಲ್ಲೇ ಕುಳಿತು ಮೊಬೈಲ್‌ನಲ್ಲಿ 'ಹೊಸಪೇಟೆ ಟೈಮ್ಸ್' ಪತ್ರಿಕೆ ಓದಬಹುದು, ಓದುಗರು, ಪತ್ರಿಕೆ ಓದಲು ಗೂಗಲ್ ಅಥವಾ ಕ್ರೋಮ್‌ನಲ್ಲಿ (770, 75, 933, 111)
story2-article (484, 299, 756, 529)
notice-body: WHEREAS the above named petitioners 1) Mahammed Rafiq K son of Late Maqbool Sab, aged about 42 years, R/o 9th Ward, Anjuman Shadihall road, Rajaji Nagar, Hosapete, Vijayanagara district 2) Nazeer M Kaldohai son of Maqbul Sab, aged about 38 years, R/o Laxmeshwar, Shirahatti taluk Gadag district,3) Sikandar K son of Maqbool Sab K aged about 36 years, R/o 12th Ward, Pinjar Lane, Tippu Nagar, Chittawadigi, Hosapete, Vijayanagara district have filed the petition under section 13(3) of Registration of birth and death Act, seeking the direction of this court to issue direction to the respondent to enter the date of death of father MAQBOOL SAB son of Late DASTAGIR SAB died on 28/04/2021 at his residence at 12th Ward, Tippu Nagar, Chittawadigi, Hosapete. (717, 955, 935, 1037)
gov-signature2: ಜಿಲ್ಲಾ ಮಕ್ಕಳ ರಕ್ಷಣಾ ಘಟಕ ವಿಜಯನಗರ. (780, 1392, 868, 1401)
story1-headline (10, 98, 475, 188)
notice-vs: -VS- (585, 1209, 599, 1217)
notice-respondent: The Tahasildar-cum-Registrar of Birth & Deaths Taluk Officer, Hospete (21, 1215, 198, 1231)
notice-heading: IN THE COURT OF THE HONOURABLE 2ND ADDITIONAL CIVIL JUDGE AND J.M.F.C. AT HOSAPETE (490, 886, 698, 904)
story5-info-heading: *ತಾಲ್ಲೂಕು ಅಲ್ಪಸಂಖ್ಯಾತರ ಮಾಹಿತಿ ಕೇಂದ್ರ* (12, 1028, 126, 1037)
story1-col3 (320, 350, 472, 640)
notice-body: WHEREAS, if any person interested with respect to the above proceedings are hereby noticed to appear in this court in person or by pleader duly able to answer all material question relating to the said petition on 30/08/2025 at about 11-00 A.M, otherwise the matter will be heard and determined. (486, 1317, 698, 1350)
